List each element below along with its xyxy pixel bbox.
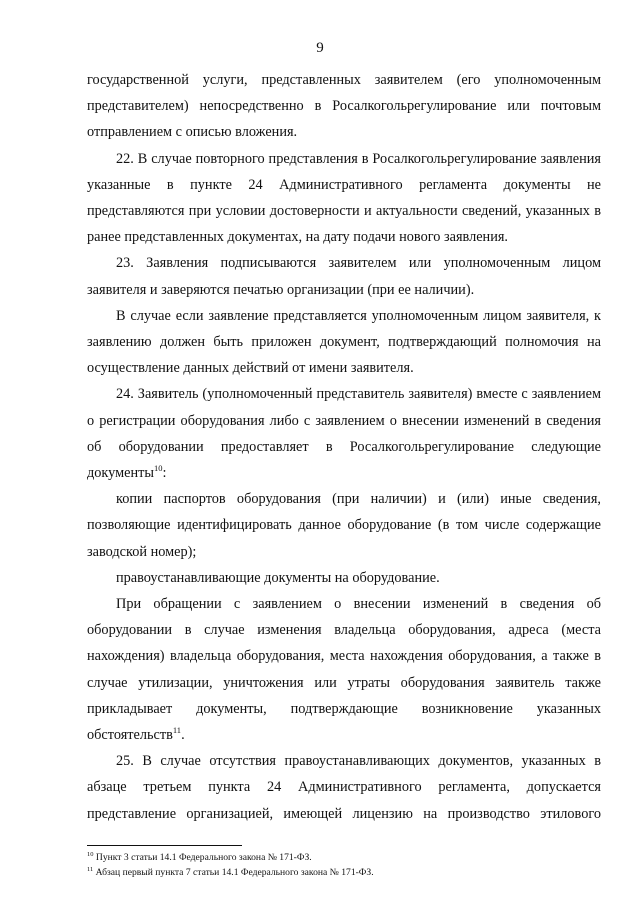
footnote-ref-11: 11 [172,725,182,736]
footnote-11-text: Абзац первый пункта 7 статьи 14.1 Федерального закона № 171-ФЗ. [93,866,374,878]
footnote-10 [87,851,601,866]
footnote-11 [87,866,601,881]
paragraph-24-text: 24. Заявитель (уполномоченный представитель заявителя) вместе с заявлением о регистрации оборудования либо с заявлением о внесении изменений в сведения об оборудовании предоставляет в Росалкогольрегулирование следующие документы [87,386,601,482]
body-text [87,67,601,827]
footnote-10-text: Пункт 3 статьи 14.1 Федерального закона № 171-ФЗ. [93,852,312,863]
footnote-marker-10: 10 [87,850,94,858]
paragraph-23-authorized-person: В случае если заявление представляется уполномоченным лицом заявителя, к заявлению должен быть приложен документ, подтверждающий полномочия на осуществление данных действий от имени заявителя. [87,307,601,377]
paragraph-continuation: государственной услуги, представленных заявителем (его уполномоченным представителем) непосредственно в Росалкогольрегулирование или почтовым отправлением с описью вложения. [87,72,601,141]
footnote-divider [87,845,242,846]
paragraph-22: 22. В случае повторного представления в Росалкогольрегулирование заявления указанные в пункте 24 Административного регламента документы не представляются при условии достоверности и актуальности сведений, указанных в ранее представленных документах, на дату подачи нового заявления. [87,150,601,246]
paragraph-25: 25. В случае отсутствия правоустанавливающих документов, указанных в абзаце третьем пункта 24 Административного регламента, допускается представление организацией, имеющей лицензию на производство этилового [87,753,601,822]
page-number: 9 [316,40,324,56]
paragraph-23: 23. Заявления подписываются заявителем или уполномоченным лицом заявителя и заверяются печатью организации (при ее наличии). [87,255,601,298]
paragraph-24-changes-tail: . [181,727,185,744]
footnotes [87,851,601,880]
paragraph-24 [87,381,601,486]
paragraph-24-title-documents: правоустанавливающие документы на оборудование. [116,569,440,586]
paragraph-24-tail: : [162,465,167,482]
footnote-ref-10: 10 [154,463,163,474]
paragraph-24-changes [87,591,601,748]
paragraph-24-passports: копии паспортов оборудования (при наличии) и (или) иные сведения, позволяющие идентифицировать данное оборудование (в том числе содержащие заводской номер); [87,491,601,560]
footnote-marker-11: 11 [87,865,94,873]
paragraph-24-changes-text: При обращении с заявлением о внесении изменений в сведения об оборудовании в случае изменения владельца оборудования, адреса (места нахождения) владельца оборудования, места нахождения оборудования, а также в случае утилизации, уничтожения или утраты оборудования заявитель также прикладывает документы, подтверждающие возникновение указанных обстоятельств [87,596,601,744]
